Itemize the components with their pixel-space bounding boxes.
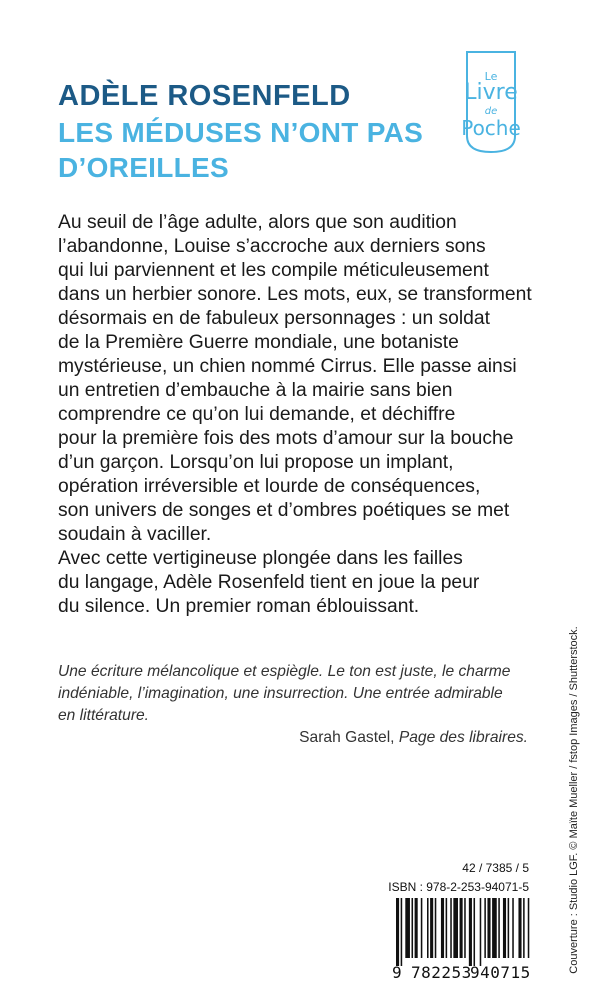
blurb-line: son univers de songes et d’ombres poétiques se met [58, 500, 510, 521]
barcode-bar [492, 898, 497, 958]
blurb-line: mystérieuse, un chien nommé Cirrus. Elle passe ainsi [58, 356, 517, 377]
blurb-line: opération irréversible et lourde de conséquences, [58, 476, 481, 497]
blurb-line: du langage, Adèle Rosenfeld tient en joue la peur [58, 572, 480, 593]
blurb-line: Avec cette vertigineuse plongée dans les failles [58, 548, 463, 569]
barcode-bar [480, 898, 482, 966]
quote-source: Page des libraires. [398, 729, 528, 746]
barcode-bar [430, 898, 433, 958]
quote-line: en littérature. [58, 707, 150, 724]
logo-le: Le [484, 70, 498, 83]
barcode-bar [508, 898, 510, 958]
barcode-bar [503, 898, 506, 958]
author-name: ADÈLE ROSENFELD [58, 80, 351, 112]
barcode-bar [512, 898, 514, 958]
blurb-line: de la Première Guerre mondiale, une botaniste [58, 332, 459, 353]
logo-livre: Livre [464, 80, 518, 105]
book-title-line-1: LES MÉDUSES N’ONT PAS [58, 117, 424, 148]
book-title-line-2: D’OREILLES [58, 152, 230, 183]
blurb-line: l’abandonne, Louise s’accroche aux derniers sons [58, 236, 486, 257]
blurb-line: comprendre ce qu’on lui demande, et déchiffre [58, 404, 456, 425]
barcode-bar [441, 898, 444, 958]
isbn: ISBN : 978-2-253-94071-5 [388, 880, 529, 894]
barcode-bar [401, 898, 403, 966]
barcode-bar [412, 898, 414, 958]
barcode-right-digits: 940715 [470, 963, 531, 982]
barcode-bars-icon [388, 898, 533, 968]
blurb-line: qui lui parviennent et les compile méticuleusement [58, 260, 489, 281]
barcode-bar [435, 898, 437, 958]
logo-de: de [484, 106, 498, 117]
barcode-bar [518, 898, 521, 958]
barcode-bar [464, 898, 466, 958]
barcode-bar [498, 898, 500, 958]
barcode-bar [453, 898, 458, 958]
catalog-number: 42 / 7385 / 5 [462, 861, 529, 875]
quote-line: indéniable, l’imagination, une insurrection. Une entrée admirable [58, 685, 503, 702]
quote-line: Une écriture mélancolique et espiègle. Le ton est juste, le charme [58, 663, 511, 680]
barcode-left-digits: 782253 [411, 963, 472, 982]
barcode-bar [474, 898, 476, 966]
barcode-bar [427, 898, 429, 958]
barcode-bar [446, 898, 448, 958]
barcode [388, 898, 533, 998]
barcode-bar [396, 898, 399, 966]
quote-author: Sarah Gastel, [299, 729, 399, 746]
le-livre-de-poche-logo [457, 48, 525, 158]
barcode-bar [487, 898, 490, 958]
blurb-line: d’un garçon. Lorsqu’on lui propose un implant, [58, 452, 454, 473]
blurb-line: un entretien d’embauche à la mairie sans bien [58, 380, 453, 401]
barcode-first-digit: 9 [392, 963, 402, 982]
blurb-line: pour la première fois des mots d’amour sur la bouche [58, 428, 514, 449]
barcode-bar [415, 898, 418, 958]
quote-attribution [299, 727, 528, 749]
blurb-line: dans un herbier sonore. Les mots, eux, se transforment [58, 284, 532, 305]
logo-poche: Poche [461, 116, 521, 140]
barcode-bar [421, 898, 423, 958]
barcode-bar [469, 898, 472, 966]
barcode-bar [523, 898, 525, 958]
barcode-bar [460, 898, 463, 958]
blurb-line: Au seuil de l’âge adulte, alors que son audition [58, 212, 457, 233]
blurb-line: soudain à vaciller. [58, 524, 212, 545]
blurb-line: désormais en de fabuleux personnages : un soldat [58, 308, 490, 329]
back-cover-blurb [58, 211, 533, 619]
barcode-bar [405, 898, 410, 958]
blurb-line: du silence. Un premier roman éblouissant. [58, 596, 420, 617]
barcode-bar [528, 898, 530, 958]
cover-credit: Couverture : Studio LGF. © Maïte Mueller / fstop Images / Shutterstock. [568, 626, 580, 974]
barcode-bar [450, 898, 452, 958]
press-quote [58, 661, 538, 727]
barcode-bar [484, 898, 486, 958]
